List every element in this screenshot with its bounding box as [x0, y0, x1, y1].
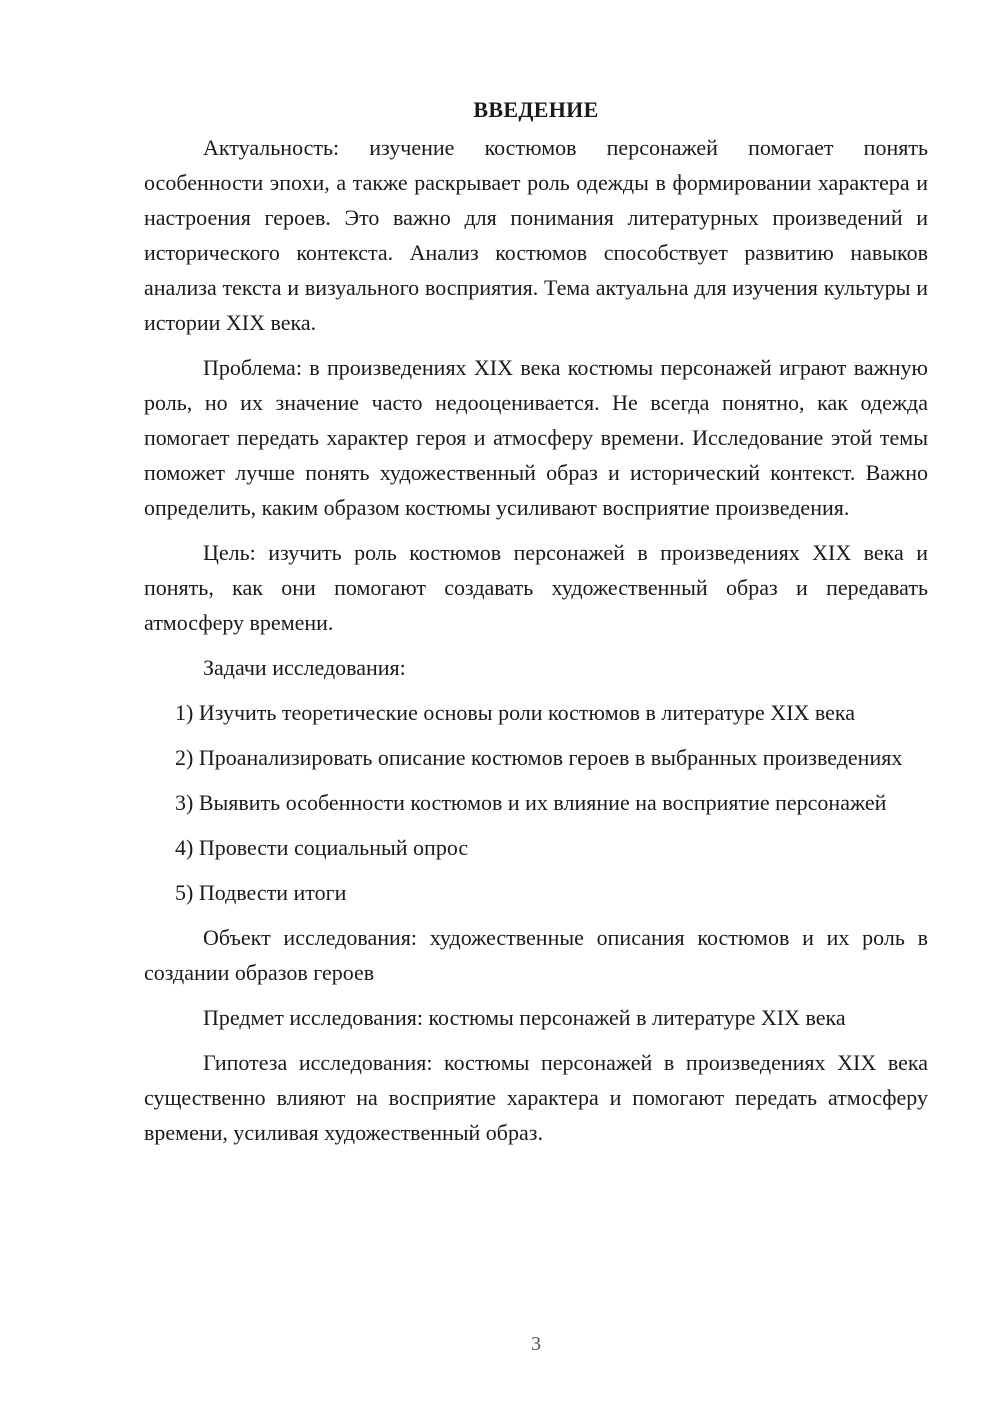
task-item-2: 2) Проанализировать описание костюмов героев в выбранных произведениях [175, 745, 903, 770]
tasks-heading: Задачи исследования: [203, 655, 406, 680]
task-item-5: 5) Подвести итоги [175, 880, 347, 905]
page-number: 3 [531, 1333, 541, 1355]
task-item-4: 4) Провести социальный опрос [175, 835, 469, 860]
task-item-1: 1) Изучить теоретические основы роли костюмов в литературе XIX века [175, 700, 856, 725]
document-page [144, 92, 928, 1160]
paragraph-subject: Предмет исследования: костюмы персонажей в литературе XIX века [203, 1005, 846, 1030]
paragraph-goal: Цель: изучить роль костюмов персонажей в произведениях XIX века и понять, как они помогают создавать художественный образ и передавать атмосферу времени. [144, 540, 928, 635]
paragraph-hypothesis: Гипотеза исследования: костюмы персонажей в произведениях XIX века существенно влияют на восприятие характера и помогают передать атмосферу времени, усиливая художественный образ. [144, 1050, 928, 1145]
paragraph-problem: Проблема: в произведениях XIX века костюмы персонажей играют важную роль, но их значение часто недооценивается. Не всегда понятно, как одежда помогает передать характер героя и атмосферу времени. Исследование этой темы поможет лучше понять художественный образ и исторический контекст. Важно определить, каким образом костюмы усиливают восприятие произведения. [144, 355, 928, 520]
paragraph-object: Объект исследования: художественные описания костюмов и их роль в создании образов героев [144, 925, 928, 985]
page-title: ВВЕДЕНИЕ [473, 97, 599, 122]
paragraph-relevance: Актуальность: изучение костюмов персонажей помогает понять особенности эпохи, а также раскрывает роль одежды в формировании характера и настроения героев. Это важно для понимания литературных произведений и исторического контекста. Анализ костюмов способствует развитию навыков анализа текста и визуального восприятия. Тема актуальна для изучения культуры и истории XIX века. [144, 135, 928, 335]
task-item-3: 3) Выявить особенности костюмов и их влияние на восприятие персонажей [175, 790, 887, 815]
